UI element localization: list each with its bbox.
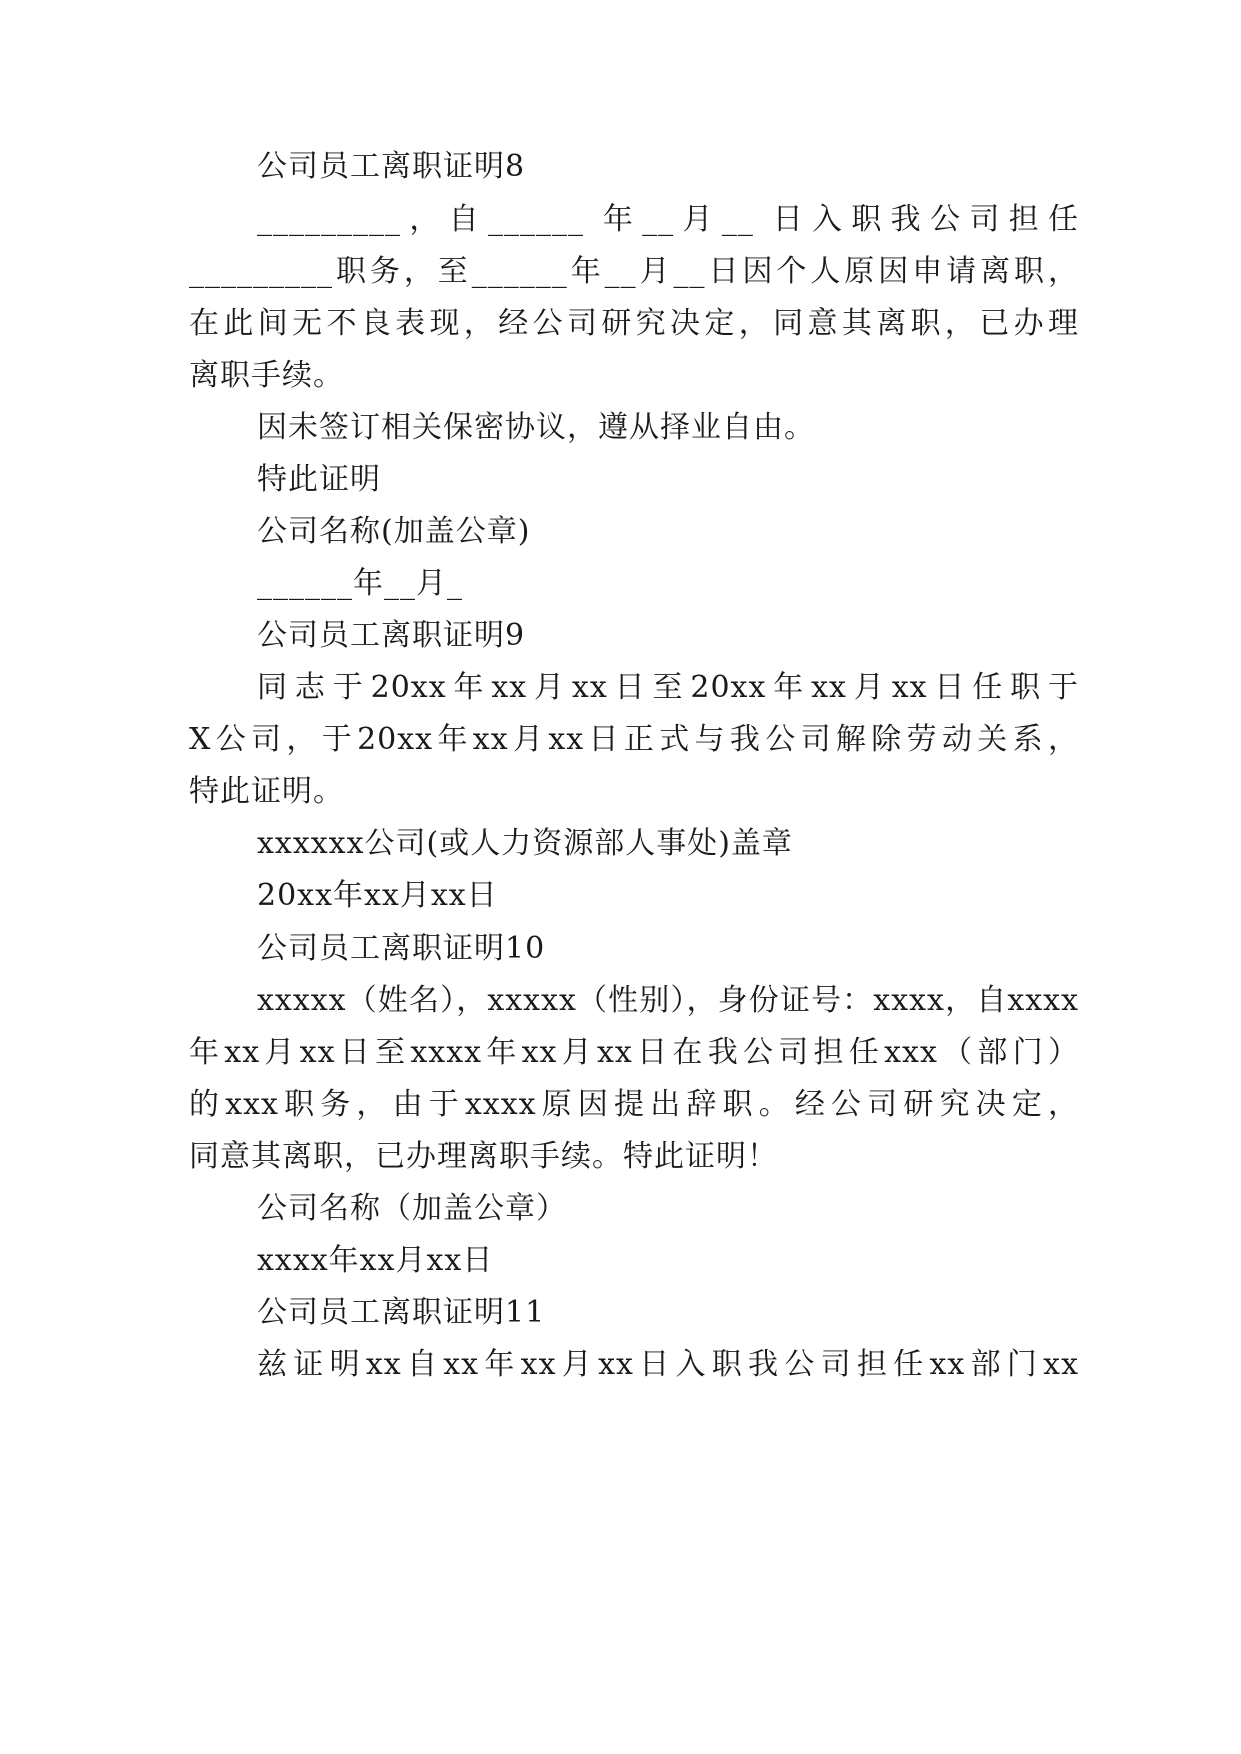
heading-certificate-9: 公司员工离职证明9 [257,618,526,653]
closing-line: 特此证明 [257,462,381,497]
paragraph-line: 在此间无不良表现，经公司研究决定，同意其离职，已办理 [189,306,1079,341]
company-stamp-line: 公司名称（加盖公章） [257,1191,567,1226]
heading-certificate-8: 公司员工离职证明8 [257,149,526,184]
paragraph-line: 同意其离职，已办理离职手续。特此证明！ [189,1139,778,1174]
paragraph-line: 年xx月xx日至xxxx年xx月xx日在我公司担任xxx（部门） [189,1035,1079,1070]
date-line: ______年__月_ [257,566,463,601]
paragraph-line: 同志于20xx年xx月xx日至20xx年xx月xx日任职于 [257,670,1079,705]
date-line: xxxx年xx月xx日 [257,1243,494,1278]
company-stamp-line: xxxxxx公司(或人力资源部人事处)盖章 [257,826,793,861]
paragraph-line: 离职手续。 [189,358,344,393]
paragraph-line: _________，自______ 年__月__ 日入职我公司担任 [257,202,1079,237]
paragraph-line: 特此证明。 [189,774,344,809]
paragraph-line: xxxxx（姓名），xxxxx（性别），身份证号：xxxx，自xxxx [257,983,1079,1018]
paragraph-line: X公司，于20xx年xx月xx日正式与我公司解除劳动关系， [189,722,1079,757]
paragraph-line: 的xxx职务，由于xxxx原因提出辞职。经公司研究决定， [189,1087,1079,1122]
company-stamp-line: 公司名称(加盖公章) [257,514,531,549]
paragraph-line: 兹证明xx自xx年xx月xx日入职我公司担任xx部门xx [257,1347,1079,1382]
heading-certificate-10: 公司员工离职证明10 [257,931,546,966]
paragraph-line: _________职务，至______年__月__日因个人原因申请离职， [189,254,1079,289]
paragraph-line: 因未签订相关保密协议，遵从择业自由。 [257,410,815,445]
heading-certificate-11: 公司员工离职证明11 [257,1295,546,1330]
date-line: 20xx年xx月xx日 [257,878,498,913]
